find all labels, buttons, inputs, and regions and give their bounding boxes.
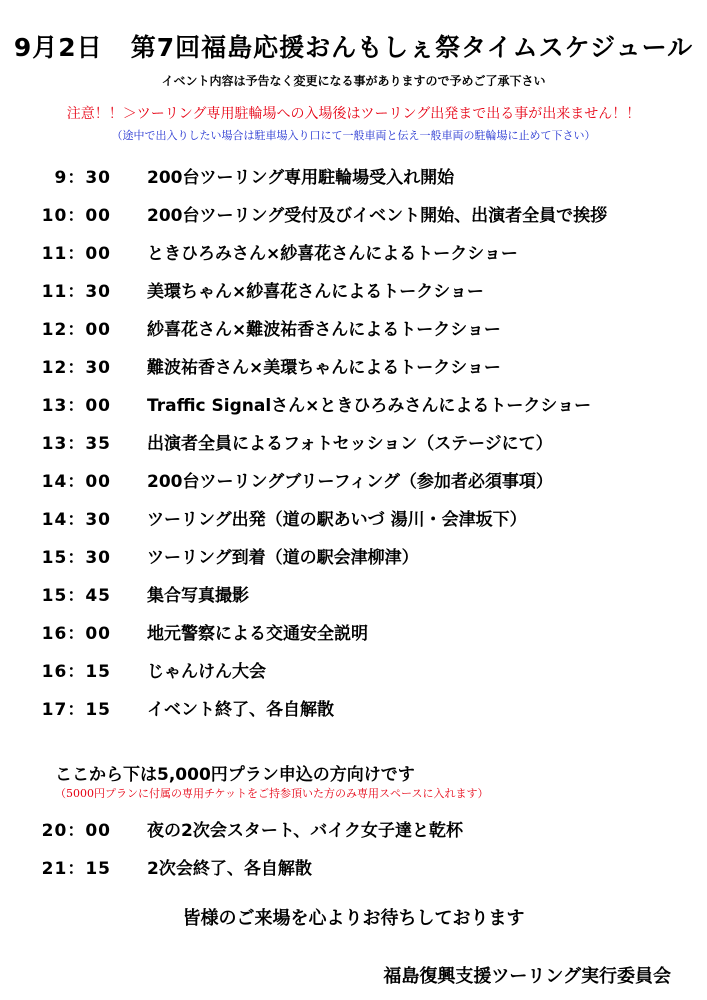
plan-schedule-event: 夜の2次会スタート、バイク女子達と乾杯 — [147, 821, 463, 841]
organizer-name: 福島復興支援ツーリング実行委員会 — [383, 966, 671, 987]
schedule-time: 11：30 — [41, 282, 111, 302]
schedule-event: 美環ちゃん×紗喜花さんによるトークショー — [147, 282, 484, 302]
schedule-row — [0, 163, 707, 189]
schedule-row — [0, 201, 707, 227]
parking-warning-note: （途中で出入りしたい場合は駐車場入り口にて一般車両と伝え一般車両の駐輪場に止めて下さい） — [111, 129, 596, 142]
schedule-row — [0, 505, 707, 531]
schedule-time: 16：15 — [41, 662, 111, 682]
schedule-row — [0, 619, 707, 645]
schedule-row — [0, 429, 707, 455]
schedule-event: イベント終了、各自解散 — [147, 700, 334, 720]
schedule-event: Traffic Signalさん×ときひろみさんによるトークショー — [147, 396, 592, 416]
schedule-row — [0, 695, 707, 721]
schedule-event: 集合写真撮影 — [147, 586, 249, 606]
schedule-time: 15：45 — [41, 586, 111, 606]
plan-schedule-event: 2次会終了、各自解散 — [147, 859, 312, 879]
schedule-event: ツーリング到着（道の駅会津柳津） — [147, 548, 419, 568]
schedule-event: じゃんけん大会 — [147, 662, 266, 682]
schedule-row — [0, 581, 707, 607]
schedule-time: 14：00 — [41, 472, 111, 492]
schedule-time: 13：35 — [41, 434, 111, 454]
schedule-time: 11：00 — [41, 244, 111, 264]
schedule-event: ときひろみさん×紗喜花さんによるトークショー — [147, 244, 518, 264]
event-title: 第7回福島応援おんもしぇ祭タイムスケジュール — [130, 33, 694, 62]
schedule-time: 16：00 — [41, 624, 111, 644]
schedule-event: 地元警察による交通安全説明 — [147, 624, 368, 644]
schedule-event: ツーリング出発（道の駅あいづ 湯川・会津坂下） — [147, 510, 527, 530]
plan-schedule-time: 20：00 — [41, 821, 111, 841]
parking-warning: 注意！！＞ツーリング専用駐輪場への入場後はツーリング出発まで出る事が出来ません！！ — [66, 106, 641, 122]
schedule-row — [0, 657, 707, 683]
schedule-row — [0, 315, 707, 341]
schedule-time: 12：00 — [41, 320, 111, 340]
schedule-event: 200台ツーリング専用駐輪場受入れ開始 — [147, 168, 455, 188]
plan-note: （5000円プランに付属の専用チケットをご持参頂いた方のみ専用スペースに入れます） — [55, 787, 489, 800]
schedule-event: 出演者全員によるフォトセッション（ステージにて） — [147, 434, 553, 454]
schedule-time: 17：15 — [41, 700, 111, 720]
schedule-time: 9：30 — [54, 168, 111, 188]
schedule-event: 200台ツーリングブリーフィング（参加者必須事項） — [147, 472, 553, 492]
change-notice: イベント内容は予告なく変更になる事がありますので予めご了承下さい — [161, 74, 546, 88]
schedule-time: 12：30 — [41, 358, 111, 378]
schedule-event: 200台ツーリング受付及びイベント開始、出演者全員で挨拶 — [147, 206, 608, 226]
welcome-message: 皆様のご来場を心よりお待ちしております — [182, 908, 525, 929]
schedule-time: 14：30 — [41, 510, 111, 530]
page-title — [0, 28, 707, 64]
schedule-row — [0, 239, 707, 265]
schedule-event: 紗喜花さん×難波祐香さんによるトークショー — [147, 320, 501, 340]
plan-schedule-row — [0, 816, 707, 842]
schedule-time: 13：00 — [41, 396, 111, 416]
plan-schedule-row — [0, 854, 707, 880]
schedule-time: 15：30 — [41, 548, 111, 568]
schedule-row — [0, 543, 707, 569]
schedule-row — [0, 277, 707, 303]
plan-schedule-time: 21：15 — [41, 859, 111, 879]
plan-heading: ここから下は5,000円プラン申込の方向けです — [55, 765, 415, 785]
schedule-row — [0, 353, 707, 379]
schedule-row — [0, 467, 707, 493]
schedule-row — [0, 391, 707, 417]
schedule-time: 10：00 — [41, 206, 111, 226]
schedule-event: 難波祐香さん×美環ちゃんによるトークショー — [147, 358, 501, 378]
event-date: 9月2日 — [13, 33, 103, 62]
